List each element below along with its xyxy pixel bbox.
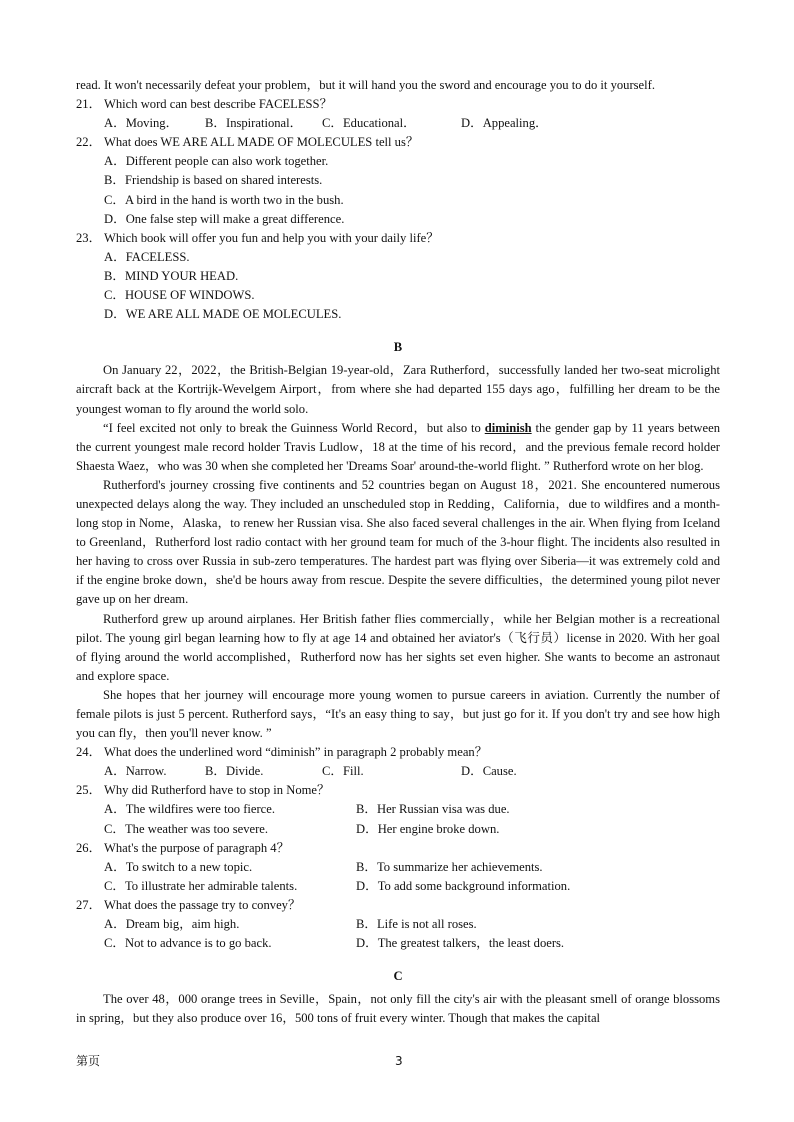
- question-text: Which book will offer you fun and help you with your daily life？: [104, 230, 439, 245]
- paragraph-c1: The over 48，000 orange trees in Seville，Spain，not only fill the city's air with the pleasant smell of orange blossoms in spring，but they also produce over 16，500 tons of fruit every winter. Though that makes the capital: [76, 992, 720, 1026]
- option-a: A．The wildfires were too fierce.: [104, 802, 275, 817]
- paragraph-b5: She hopes that her journey will encourage more young women to pursue careers in aviation. Currently the number of female pilots is just 5 percent. Rutherford says，“It's an easy thing to say，but just go for it. If you don't try and see how high you can fly，then you'll never know. ”: [76, 687, 720, 741]
- question-text: Why did Rutherford have to stop in Nome？: [104, 783, 330, 798]
- question-number: 24．: [76, 745, 102, 760]
- content-area: [76, 76, 720, 1029]
- paragraph-b3: Rutherford's journey crossing five continents and 52 countries began on August 18，2021. She encountered numerous unexpected delays along the way. They included an unscheduled stop in Redding，California，due to wildfires and a month-long stop in Nome，Alaska，to renew her Russian visa. She also faced several challenges in the air. When flying from Iceland to Greenland，Rutherford lost radio contact with her ground team for much of the 3-hour flight. The incidents also resulted in her having to cross over Russia in sub-zero temperatures. The hardest part was flying over Siberia—it was extremely cold and if the engine broke down，she'd be hours away from rescue. Despite the severe difficulties，the determined young pilot never gave up on her dream.: [76, 477, 720, 607]
- question-24: [76, 743, 720, 781]
- question-25: [76, 781, 720, 838]
- question-number: 25．: [76, 783, 102, 798]
- option-a: A．Dream big，aim high.: [104, 917, 240, 932]
- question-text: What does WE ARE ALL MADE OF MOLECULES tell us？: [104, 135, 419, 150]
- option-b: B．Inspirational．: [205, 116, 303, 131]
- question-number: 26．: [76, 840, 102, 855]
- option-b: B．Divide.: [205, 764, 264, 779]
- question-26: [76, 839, 720, 896]
- option-d: D．Cause.: [461, 764, 517, 779]
- paragraph-b1: On January 22，2022，the British-Belgian 19-year-old，Zara Rutherford，successfully landed her two-seat microlight aircraft back at the Kortrijk-Wevelgem Airport，from where she had departed 155 days ago，fulfilling her dream to be the youngest woman to fly around the world solo.: [76, 363, 720, 416]
- option-a: A．Narrow.: [104, 764, 167, 779]
- question-text: What's the purpose of paragraph 4？: [104, 840, 290, 855]
- question-text: Which word can best describe FACELESS？: [104, 97, 333, 112]
- paragraph-b2: [76, 419, 720, 476]
- question-27: [76, 896, 720, 953]
- option-a: A．Moving．: [104, 116, 179, 131]
- option-b: B．Friendship is based on shared interests.: [104, 173, 323, 188]
- paragraph-b4: Rutherford grew up around airplanes. Her British father flies commercially，while her Belgian mother is a recreational pilot. The young girl began learning how to fly at age 14 and obtained her aviator's（飞行员）license in 2020. With her goal of flying around the world accomplished，Rutherford now has her sights set even higher. She wants to become an astronaut and explore space.: [76, 611, 720, 683]
- paragraph-b2-end: the gender gap by 11 years between the current youngest male record holder Travis Ludlow，18 at the time of his record，and the previous female record holder Shaesta Waez，who was 30 when she completed her 'Dreams Soar' around-the-world flight. ” Rutherford wrote on her blog.: [76, 420, 720, 473]
- question-21: [76, 95, 720, 133]
- question-number: 27．: [76, 897, 102, 912]
- option-d: D．Her engine broke down.: [356, 821, 500, 836]
- option-d: D．The greatest talkers，the least doers.: [356, 936, 565, 951]
- option-a: A．FACELESS.: [104, 249, 190, 264]
- option-b: B．Life is not all roses.: [356, 917, 477, 932]
- question-text: What does the underlined word “diminish” in paragraph 2 probably mean？: [104, 745, 488, 760]
- option-c: C．Fill.: [322, 764, 364, 779]
- option-d: D．One false step will make a great difference.: [104, 211, 345, 226]
- option-b: B．Her Russian visa was due.: [356, 802, 510, 817]
- question-number: 21．: [76, 97, 102, 112]
- option-d: D．Appealing．: [461, 116, 548, 131]
- intro-line: read. It won't necessarily defeat your problem，but it will hand you the sword and encourage you to do it yourself.: [76, 78, 655, 92]
- section-title-b: B: [393, 340, 403, 355]
- footer-label: 第页: [76, 1054, 101, 1068]
- page-number: 3: [395, 1054, 403, 1068]
- option-c: C．Not to advance is to go back.: [104, 936, 272, 951]
- question-22: [76, 133, 720, 228]
- option-c: C．Educational．: [322, 116, 416, 131]
- underlined-word: diminish: [484, 420, 532, 435]
- option-a: A．To switch to a new topic.: [104, 859, 253, 874]
- option-d: D．To add some background information.: [356, 878, 571, 893]
- question-number: 23．: [76, 230, 102, 245]
- section-title-c: C: [393, 969, 403, 984]
- question-23: [76, 229, 720, 324]
- option-c: C．The weather was too severe.: [104, 821, 269, 836]
- option-c: C．HOUSE OF WINDOWS.: [104, 288, 255, 303]
- paragraph-b2-start: “I feel excited not only to break the Guinness World Record，but also to: [103, 420, 485, 435]
- question-number: 22．: [76, 135, 102, 150]
- option-a: A．Different people can also work together.: [104, 154, 329, 169]
- option-c: C．To illustrate her admirable talents.: [104, 878, 298, 893]
- option-c: C．A bird in the hand is worth two in the bush.: [104, 192, 344, 207]
- option-d: D．WE ARE ALL MADE OE MOLECULES.: [104, 307, 342, 322]
- question-text: What does the passage try to convey？: [104, 897, 301, 912]
- option-b: B．MIND YOUR HEAD.: [104, 268, 239, 283]
- option-b: B．To summarize her achievements.: [356, 859, 543, 874]
